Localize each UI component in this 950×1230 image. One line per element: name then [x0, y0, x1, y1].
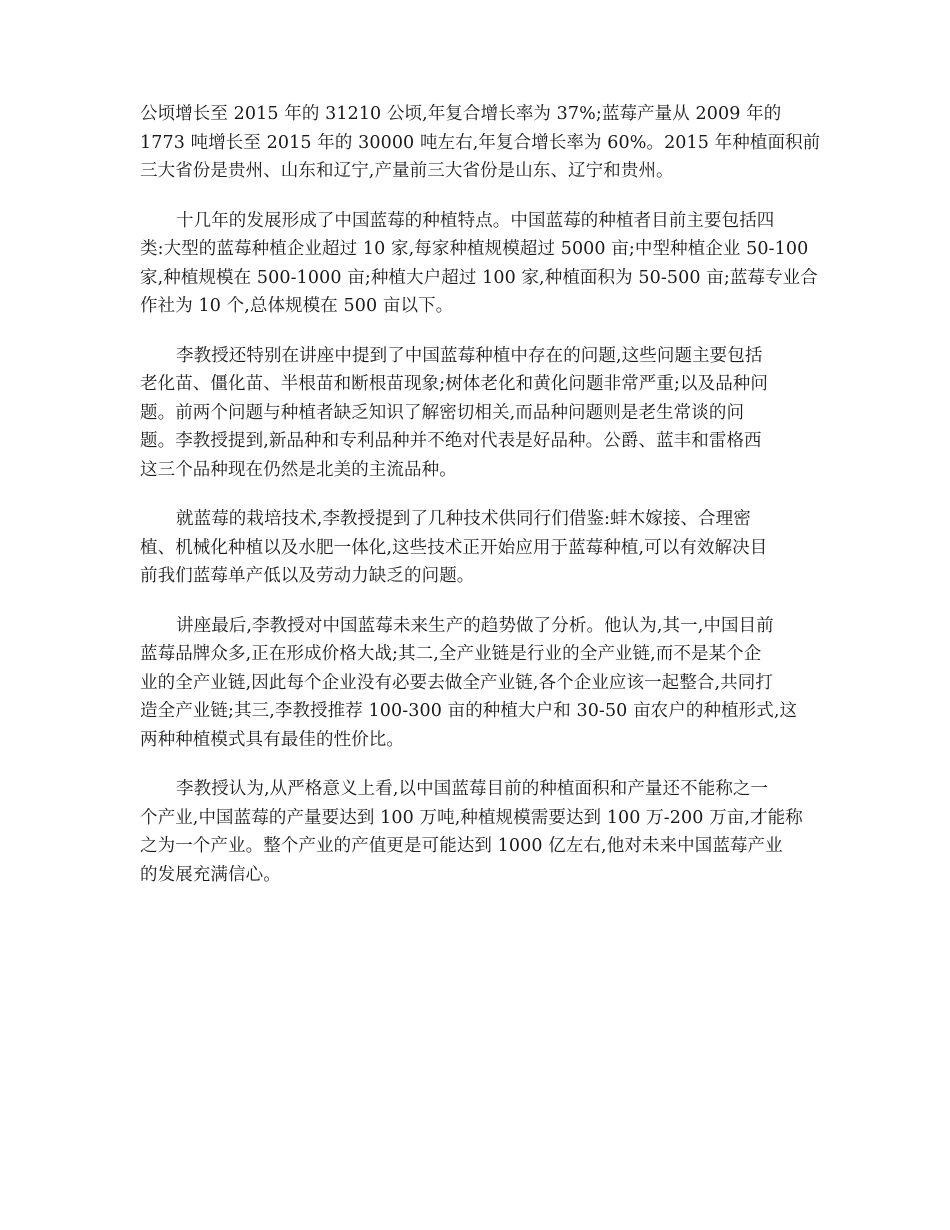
text-line: 题。前两个问题与种植者缺乏知识了解密切相关,而品种问题则是老生常谈的问: [140, 402, 745, 423]
text-line: 的发展充满信心。: [140, 864, 281, 885]
text-line: 个产业,中国蓝莓的产量要达到 100 万吨,种植规模需要达到 100 万-200 万亩,才能称: [140, 807, 803, 828]
text-line: 之为一个产业。整个产业的产值更是可能达到 1000 亿左右,他对未来中国蓝莓产业: [140, 836, 783, 856]
text-line: 1773 吨增长至 2015 年的 30000 吨左右,年复合增长率为 60%。2015 年种植面积前: [140, 132, 821, 153]
text-line: 植、机械化种植以及水肥一体化,这些技术正开始应用于蓝莓种植,可以有效解决目: [140, 537, 768, 558]
paragraph-5: [140, 612, 808, 755]
document-body: [140, 100, 821, 910]
text-line: 造全产业链;其三,李教授推荐 100-300 亩的种植大户和 30-50 亩农户的种植形式,这: [140, 701, 798, 721]
text-line: 前我们蓝莓单产低以及劳动力缺乏的问题。: [140, 566, 475, 586]
text-line: 三大省份是贵州、山东和辽宁,产量前三大省份是山东、辽宁和贵州。: [140, 161, 674, 181]
text-line: 蓝莓品牌众多,正在形成价格大战;其二,全产业链是行业的全产业链,而不是某个企: [140, 644, 762, 664]
text-line: 李教授还特别在讲座中提到了中国蓝莓种植中存在的问题,这些问题主要包括: [176, 345, 763, 366]
text-line: 作社为 10 个,总体规模在 500 亩以下。: [140, 296, 454, 316]
text-line: 家,种植规模在 500-1000 亩;种植大户超过 100 家,种植面积为 50-500 亩;蓝莓专业合: [140, 267, 818, 288]
paragraph-4: [140, 505, 808, 591]
text-line: 业的全产业链,因此每个企业没有必要去做全产业链,各个企业应该一起整合,共同打: [140, 672, 773, 693]
text-line: 讲座最后,李教授对中国蓝莓未来生产的趋势做了分析。他认为,其一,中国目前: [176, 615, 774, 636]
text-line: 题。李教授提到,新品种和专利品种并不绝对代表是好品种。公爵、蓝丰和雷格西: [140, 431, 762, 451]
text-line: 老化苗、僵化苗、半根苗和断根苗现象;树体老化和黄化问题非常严重;以及品种问: [140, 374, 768, 394]
text-line: 就蓝莓的栽培技术,李教授提到了几种技术供同行们借鉴:蚌木嫁接、合理密: [176, 509, 751, 529]
paragraph-6: [140, 775, 808, 889]
paragraph-2: [140, 207, 818, 321]
text-line: 两种种植模式具有最佳的性价比。: [140, 729, 404, 750]
text-line: 公顷增长至 2015 年的 31210 公顷,年复合增长率为 37%;蓝莓产量从 2009 年的: [140, 104, 782, 124]
text-line: 类:大型的蓝莓种植企业超过 10 家,每家种植规模超过 5000 亩;中型种植企业 50-100: [140, 239, 809, 259]
text-line: 李教授认为,从严格意义上看,以中国蓝莓目前的种植面积和产量还不能称之一: [176, 779, 769, 799]
paragraph-1: [140, 100, 821, 186]
paragraph-3: [140, 342, 808, 485]
text-line: 这三个品种现在仍然是北美的主流品种。: [140, 459, 457, 480]
text-line: 十几年的发展形成了中国蓝莓的种植特点。中国蓝莓的种植者目前主要包括四: [176, 210, 775, 231]
